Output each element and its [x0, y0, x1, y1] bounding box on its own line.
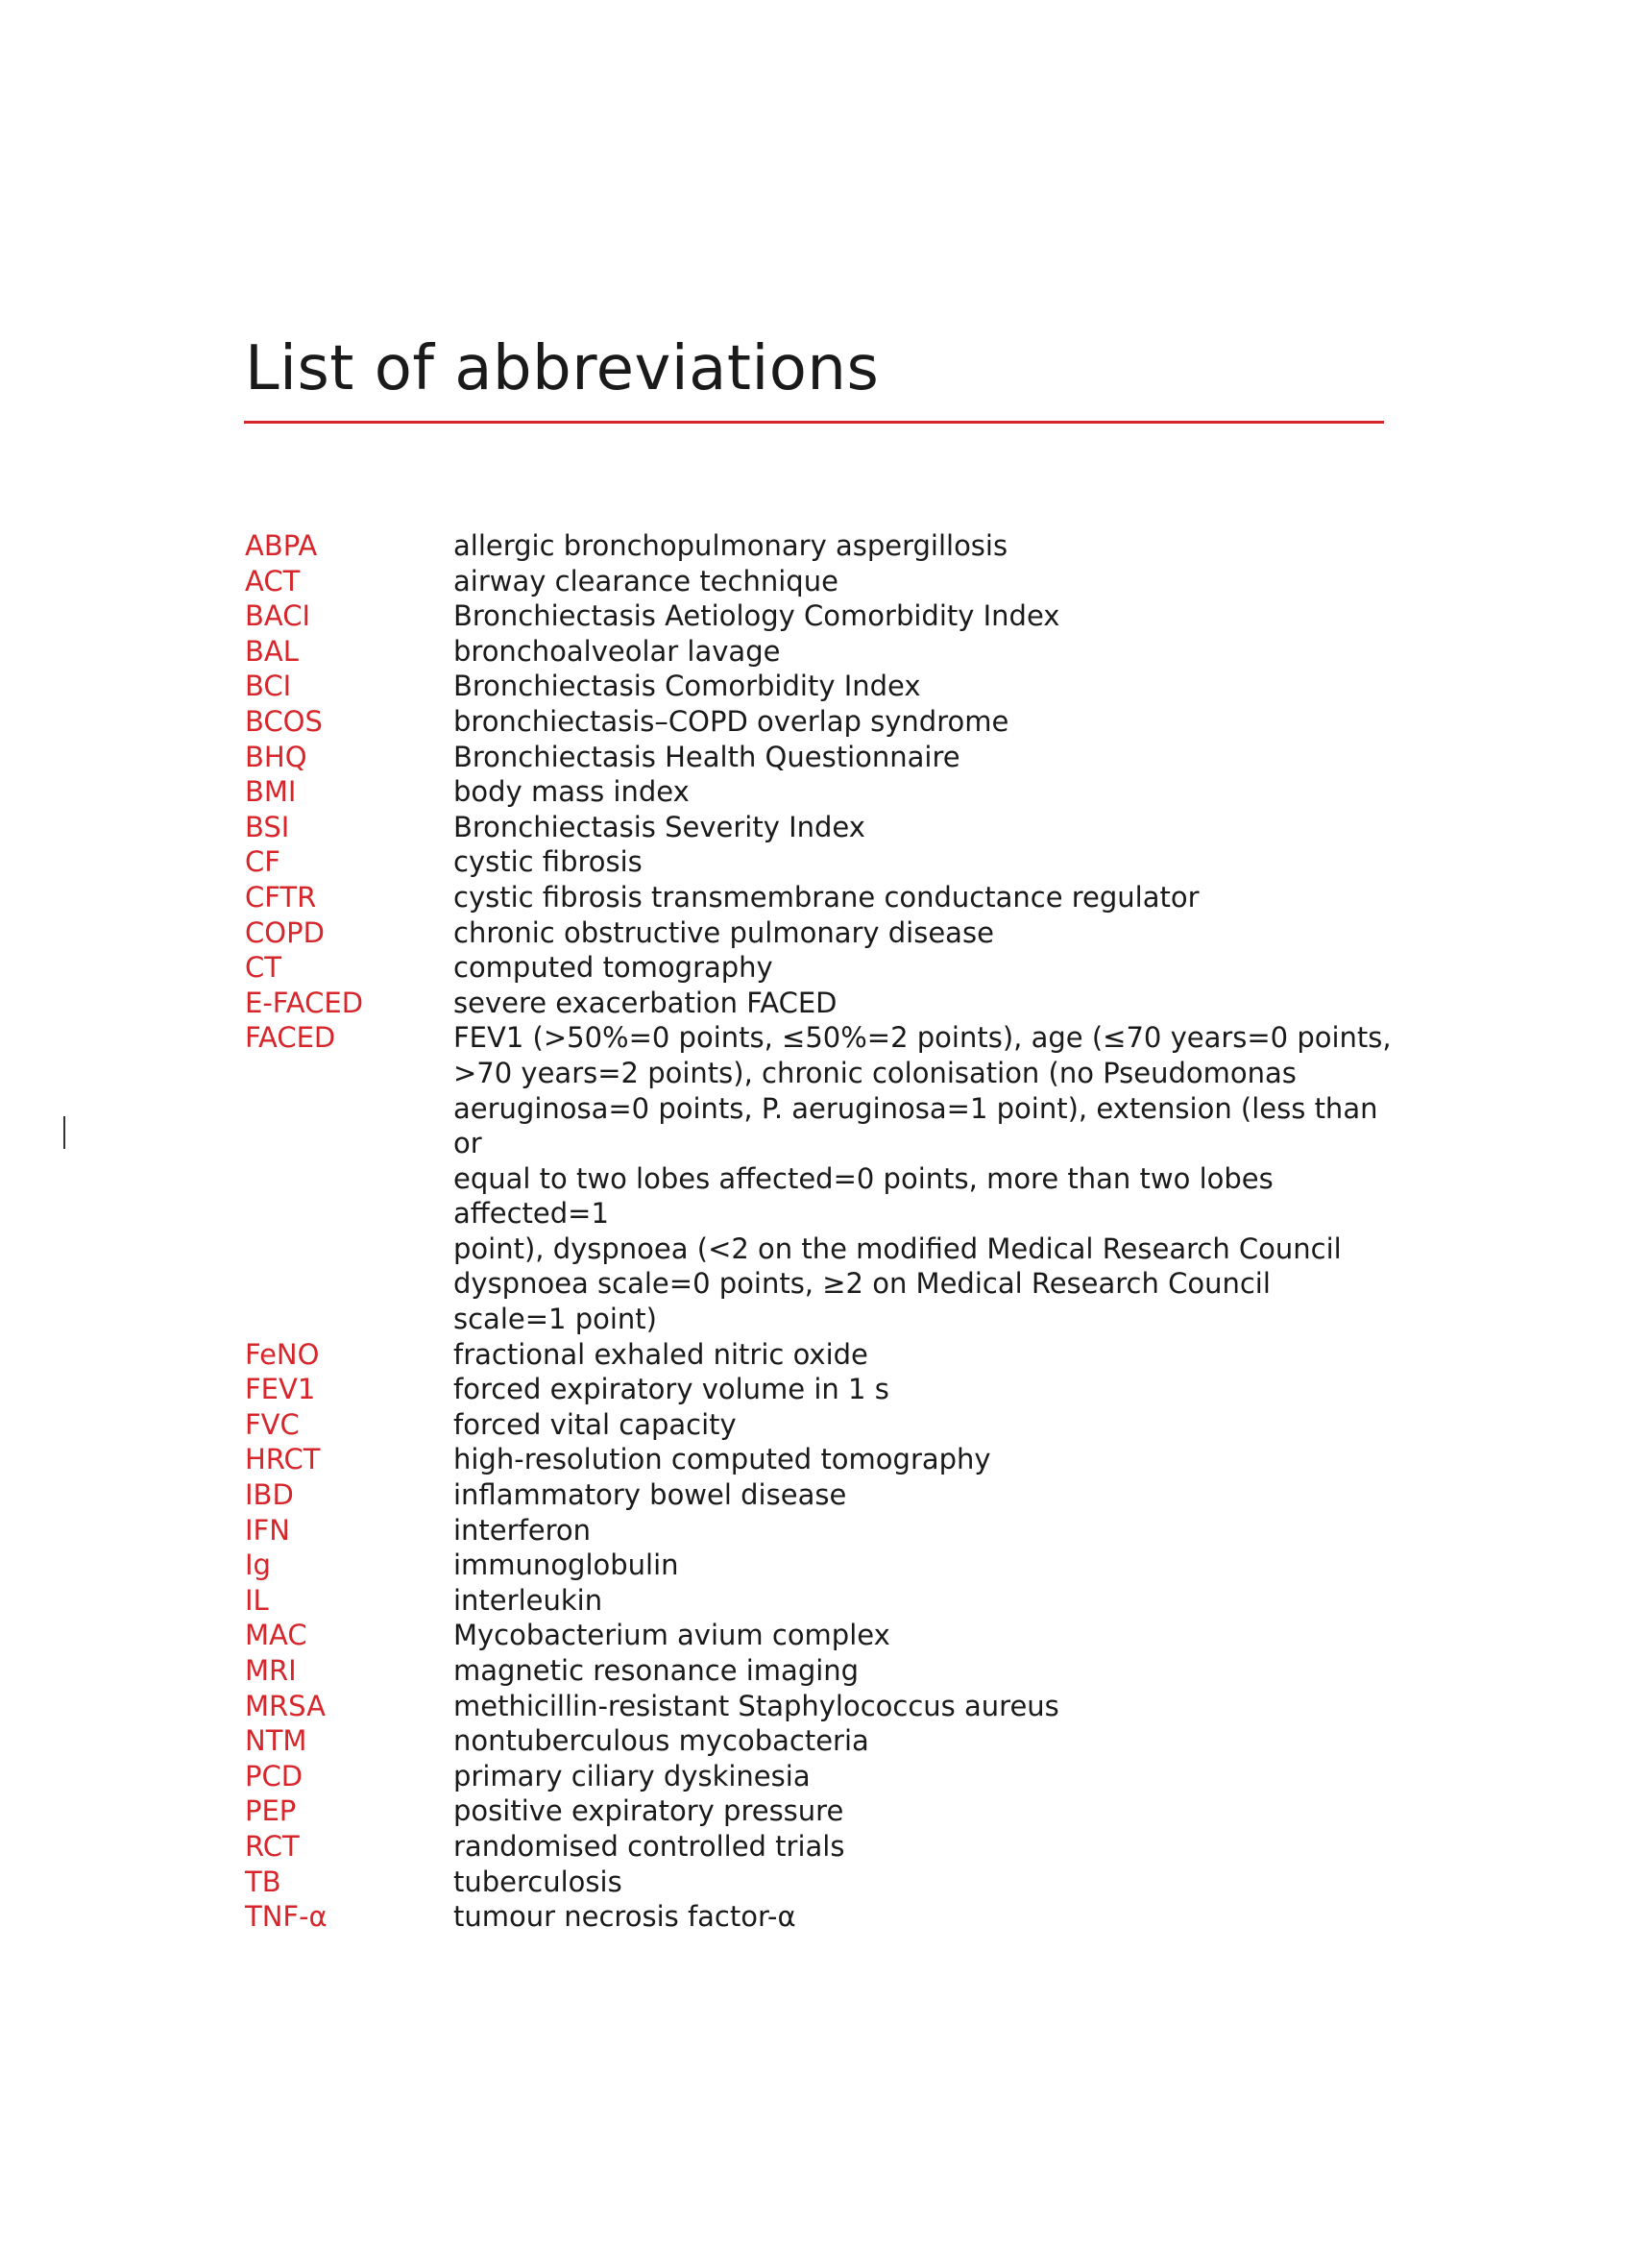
abbreviation-term: ACT — [245, 564, 301, 597]
abbreviation-definition: severe exacerbation FACED — [453, 986, 838, 1019]
abbreviation-row — [245, 1865, 1397, 1900]
abbreviation-row — [245, 528, 1397, 564]
abbreviation-row — [245, 1548, 1397, 1583]
abbreviation-definition: forced expiratory volume in 1 s — [453, 1373, 889, 1406]
abbreviation-row — [245, 1829, 1397, 1865]
abbreviation-term: IL — [245, 1583, 269, 1617]
abbreviation-definition: high-resolution computed tomography — [453, 1443, 991, 1476]
abbreviation-term: BACI — [245, 599, 311, 633]
abbreviation-definition: primary ciliary dyskinesia — [453, 1759, 811, 1792]
abbreviation-term: BMI — [245, 775, 297, 809]
abbreviation-row — [245, 986, 1397, 1021]
abbreviation-row — [245, 669, 1397, 704]
abbreviation-definition: forced vital capacity — [453, 1407, 737, 1441]
abbreviation-term: TNF-α — [245, 1900, 328, 1934]
abbreviation-term: FeNO — [245, 1337, 320, 1371]
abbreviation-term: COPD — [245, 915, 325, 949]
abbreviation-definition: fractional exhaled nitric oxide — [453, 1337, 868, 1371]
abbreviation-row — [245, 1407, 1397, 1443]
abbreviation-definition: Bronchiectasis Aetiology Comorbidity Index — [453, 599, 1060, 633]
abbreviation-term: RCT — [245, 1829, 300, 1863]
abbreviation-term: ABPA — [245, 529, 318, 562]
abbreviation-definition: tumour necrosis factor-α — [453, 1900, 796, 1934]
abbreviation-term: BSI — [245, 810, 290, 843]
abbreviation-term: MRSA — [245, 1689, 326, 1722]
abbreviation-definition: airway clearance technique — [453, 564, 838, 597]
abbreviation-row — [245, 634, 1397, 670]
abbreviation-row — [245, 564, 1397, 599]
abbreviation-row — [245, 1372, 1397, 1407]
abbreviation-term: BHQ — [245, 740, 307, 773]
abbreviation-row — [245, 1899, 1397, 1935]
abbreviation-row — [245, 1689, 1397, 1724]
abbreviation-term: Ig — [245, 1549, 271, 1582]
abbreviation-definition: computed tomography — [453, 951, 773, 985]
abbreviation-row — [245, 774, 1397, 810]
abbreviation-term: MAC — [245, 1619, 307, 1652]
abbreviation-definition: interleukin — [453, 1583, 603, 1617]
abbreviation-definition: randomised controlled trials — [453, 1829, 845, 1863]
abbreviation-term: FEV1 — [245, 1373, 316, 1406]
abbreviation-row — [245, 1020, 1397, 1336]
abbreviation-row — [245, 740, 1397, 775]
abbreviation-row — [245, 915, 1397, 951]
abbreviation-row — [245, 1618, 1397, 1653]
margin-change-bar — [63, 1116, 65, 1149]
abbreviation-list — [245, 528, 1397, 1935]
abbreviation-definition: chronic obstructive pulmonary disease — [453, 915, 994, 949]
abbreviation-term: PEP — [245, 1794, 297, 1828]
abbreviation-definition: cystic fibrosis — [453, 845, 643, 879]
abbreviation-definition: magnetic resonance imaging — [453, 1654, 860, 1687]
abbreviation-definition: Bronchiectasis Health Questionnaire — [453, 740, 960, 773]
abbreviation-definition: bronchiectasis–COPD overlap syndrome — [453, 704, 1009, 738]
abbreviation-definition: allergic bronchopulmonary aspergillosis — [453, 529, 1008, 562]
abbreviation-term: BCI — [245, 670, 292, 703]
abbreviation-definition: positive expiratory pressure — [453, 1794, 844, 1828]
abbreviation-term: CF — [245, 845, 280, 879]
abbreviation-definition: bronchoalveolar lavage — [453, 634, 781, 668]
abbreviation-definition: Mycobacterium avium complex — [453, 1619, 890, 1652]
abbreviation-term: FVC — [245, 1407, 300, 1441]
abbreviation-row — [245, 810, 1397, 845]
abbreviation-row — [245, 1759, 1397, 1794]
abbreviation-row — [245, 1723, 1397, 1759]
abbreviation-row — [245, 1583, 1397, 1619]
abbreviation-row — [245, 1513, 1397, 1549]
abbreviation-term: BAL — [245, 634, 299, 668]
abbreviation-row — [245, 598, 1397, 634]
abbreviation-term: IBD — [245, 1478, 294, 1512]
abbreviation-term: NTM — [245, 1724, 307, 1758]
abbreviation-term: E-FACED — [245, 986, 364, 1019]
abbreviation-definition: inflammatory bowel disease — [453, 1478, 847, 1512]
abbreviation-term: IFN — [245, 1513, 290, 1547]
abbreviation-definition: methicillin-resistant Staphylococcus aureus — [453, 1689, 1059, 1722]
abbreviation-term: PCD — [245, 1759, 304, 1792]
abbreviation-term: FACED — [245, 1021, 336, 1055]
abbreviation-row — [245, 880, 1397, 915]
abbreviation-term: HRCT — [245, 1443, 321, 1476]
abbreviation-definition: Bronchiectasis Severity Index — [453, 810, 865, 843]
abbreviation-term: TB — [245, 1865, 281, 1898]
abbreviation-row — [245, 704, 1397, 740]
abbreviation-definition: immunoglobulin — [453, 1549, 679, 1582]
abbreviation-row — [245, 1653, 1397, 1689]
abbreviation-term: MRI — [245, 1654, 297, 1687]
abbreviation-row — [245, 1477, 1397, 1513]
abbreviation-definition: FEV1 (>50%=0 points, ≤50%=2 points), age (≤70 years=0 points, >70 years=2 points), chronic colonisation (no Pseudomonas aeruginosa=0 points, P. aeruginosa=1 point), extension (less than or equal to two lobes affected=0 points, more than two lobes affected=1 point), dyspnoea (<2 on the modified Medical Research Council dyspnoea scale=0 points, ≥2 on Medical Research Council scale=1 point) — [453, 1021, 1392, 1336]
abbreviation-definition: tuberculosis — [453, 1865, 622, 1898]
abbreviation-row — [245, 1337, 1397, 1373]
abbreviation-term: CFTR — [245, 880, 317, 914]
abbreviation-row — [245, 844, 1397, 880]
abbreviation-term: CT — [245, 951, 281, 985]
abbreviation-definition: body mass index — [453, 775, 690, 809]
abbreviation-row — [245, 1442, 1397, 1477]
abbreviation-term: BCOS — [245, 704, 323, 738]
abbreviation-definition: nontuberculous mycobacteria — [453, 1724, 869, 1758]
page-title: List of abbreviations — [245, 333, 880, 404]
abbreviation-row — [245, 950, 1397, 986]
abbreviation-definition: Bronchiectasis Comorbidity Index — [453, 670, 921, 703]
abbreviation-definition: cystic fibrosis transmembrane conductance regulator — [453, 880, 1200, 914]
title-divider — [244, 421, 1384, 424]
abbreviation-definition: interferon — [453, 1513, 592, 1547]
abbreviation-row — [245, 1793, 1397, 1829]
